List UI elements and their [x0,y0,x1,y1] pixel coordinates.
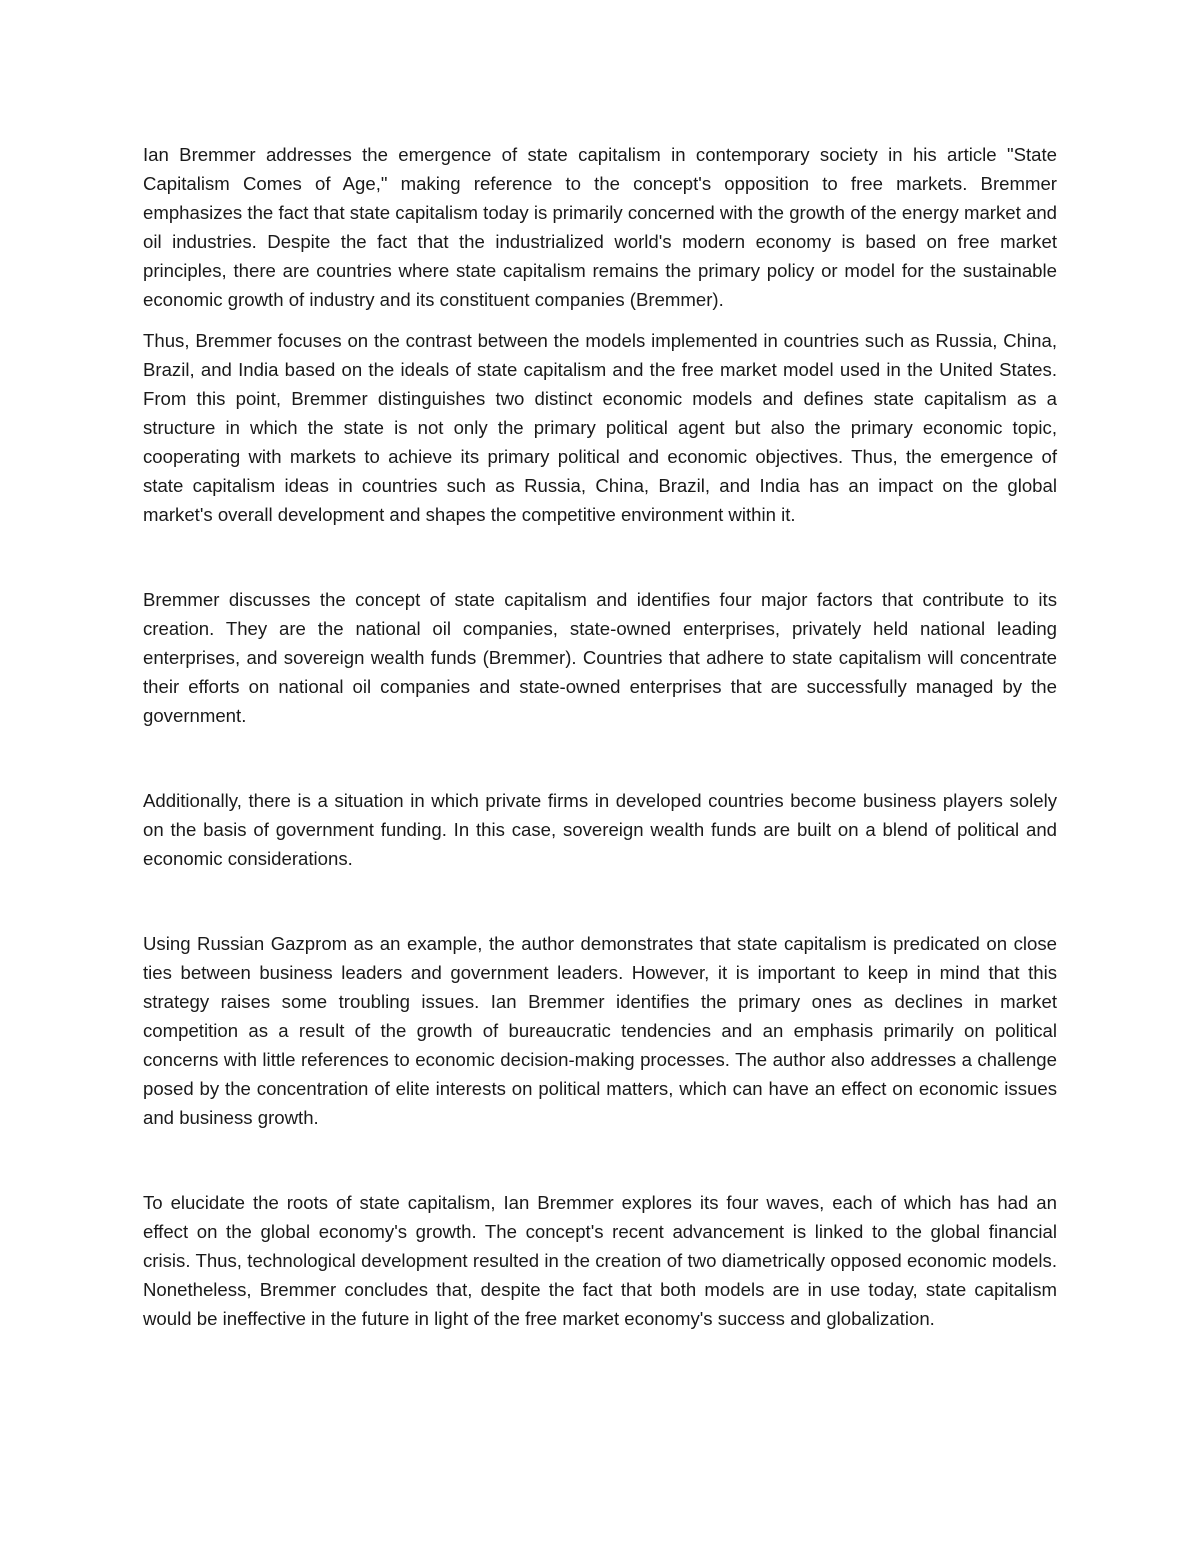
paragraph-intro: Ian Bremmer addresses the emergence of state capitalism in contemporary society in his article "State Capitalism Comes of Age," making reference to the concept's opposition to free markets. Bremmer emphasizes the fact that state capitalism today is primarily concerned with the growth of the energy market and oil industries. Despite the fact that the industrialized world's modern economy is based on free market principles, there are countries where state capitalism remains the primary policy or model for the sustainable economic growth of industry and its constituent companies (Bremmer). [143,144,1057,310]
paragraph-gazprom: Using Russian Gazprom as an example, the author demonstrates that state capitalism is predicated on close ties between business leaders and government leaders. However, it is important to keep in mind that this strategy raises some troubling issues. Ian Bremmer identifies the primary ones as declines in market competition as a result of the growth of bureaucratic tendencies and an emphasis primarily on political concerns with little references to economic decision-making processes. The author also addresses a challenge posed by the concentration of elite interests on political matters, which can have an effect on economic issues and business growth. [143,933,1057,1128]
paragraph-contrast: Thus, Bremmer focuses on the contrast between the models implemented in countries such as Russia, China, Brazil, and India based on the ideals of state capitalism and the free market model used in the United States. From this point, Bremmer distinguishes two distinct economic models and defines state capitalism as a structure in which the state is not only the primary political agent but also the primary economic topic, cooperating with markets to achieve its primary political and economic objectives. Thus, the emergence of state capitalism ideas in countries such as Russia, China, Brazil, and India has an impact on the global market's overall development and shapes the competitive environment within it. [143,330,1057,525]
document-body [143,140,1057,1333]
paragraph-four-factors: Bremmer discusses the concept of state capitalism and identifies four major factors that contribute to its creation. They are the national oil companies, state-owned enterprises, privately held national leading enterprises, and sovereign wealth funds (Bremmer). Countries that adhere to state capitalism will concentrate their efforts on national oil companies and state-owned enterprises that are successfully managed by the government. [143,589,1057,726]
paragraph-private-firms: Additionally, there is a situation in which private firms in developed countries become business players solely on the basis of government funding. In this case, sovereign wealth funds are built on a blend of political and economic considerations. [143,790,1057,869]
paragraph-conclusion: To elucidate the roots of state capitalism, Ian Bremmer explores its four waves, each of which has had an effect on the global economy's growth. The concept's recent advancement is linked to the global financial crisis. Thus, technological development resulted in the creation of two diametrically opposed economic models. Nonetheless, Bremmer concludes that, despite the fact that both models are in use today, state capitalism would be ineffective in the future in light of the free market economy's success and globalization. [143,1192,1057,1329]
